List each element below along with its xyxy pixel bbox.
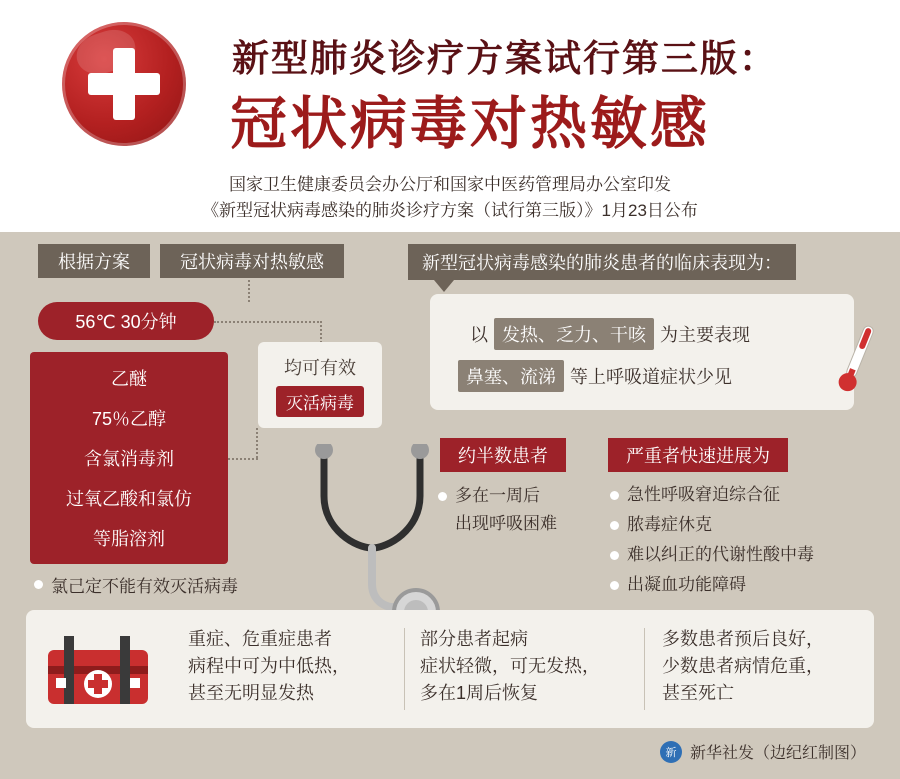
connector-agents bbox=[228, 458, 258, 460]
list-item bbox=[610, 480, 814, 510]
list-item bbox=[610, 540, 814, 570]
bottom-column-prognosis bbox=[662, 626, 824, 707]
list-item bbox=[610, 570, 814, 600]
divider bbox=[404, 628, 405, 710]
bottom-col3-line3: 甚至死亡 bbox=[662, 683, 734, 703]
disinfectant-list bbox=[30, 352, 228, 564]
inactivate-virus-label: 灭活病毒 bbox=[276, 386, 364, 417]
credit-text: 新华社发（边纪红制图） bbox=[690, 745, 867, 762]
agent-item: 含氯消毒剂 bbox=[84, 449, 174, 469]
subtitle-line2: 《新型冠状病毒感染的肺炎诊疗方案（试行第三版）》1月23日公布 bbox=[202, 201, 698, 220]
severe-item-label: 急性呼吸窘迫综合征 bbox=[627, 485, 780, 504]
bottom-col2-line2: 症状轻微，可无发热， bbox=[420, 656, 600, 676]
clinical-row-primary bbox=[470, 318, 750, 350]
half-item-line2: 出现呼吸困难 bbox=[455, 514, 557, 533]
content-panel bbox=[0, 232, 900, 779]
clinical-row1-pre: 以 bbox=[470, 325, 488, 345]
first-aid-kit-icon bbox=[46, 632, 150, 708]
connector-temp bbox=[214, 321, 322, 323]
effective-inactivation-box bbox=[258, 342, 382, 428]
effective-label: 均可有效 bbox=[284, 357, 356, 378]
half-item-line1: 多在一周后 bbox=[455, 486, 540, 505]
bottom-col1-line3: 甚至无明显发热 bbox=[188, 683, 314, 703]
tag-severe-progression: 严重者快速进展为 bbox=[608, 438, 788, 472]
bullet-dot-icon bbox=[34, 580, 43, 589]
clinical-row-secondary bbox=[452, 360, 732, 392]
bottom-col1-line1: 重症、危重症患者 bbox=[188, 629, 332, 649]
bottom-col1-line2: 病程中可为中低热， bbox=[188, 656, 350, 676]
header bbox=[0, 0, 900, 232]
page-title-line1: 新型肺炎诊疗方案试行第三版： bbox=[232, 38, 778, 79]
list-item bbox=[610, 510, 814, 540]
clinical-card bbox=[430, 294, 854, 410]
xinhua-logo-icon: 新 bbox=[660, 741, 682, 763]
agent-item: 过氧乙酸和氯仿 bbox=[66, 489, 192, 509]
red-cross-icon bbox=[62, 22, 186, 146]
credit bbox=[660, 740, 866, 763]
divider bbox=[644, 628, 645, 710]
agent-item: 乙醚 bbox=[111, 369, 147, 389]
bottom-col3-line2: 少数患者病情危重， bbox=[662, 656, 824, 676]
note-chlorhexidine-text: 氯己定不能有效灭活病毒 bbox=[51, 577, 238, 596]
bottom-col3-line1: 多数患者预后良好， bbox=[662, 629, 824, 649]
severe-list bbox=[610, 480, 814, 600]
clinical-row2-highlight: 鼻塞、流涕 bbox=[458, 360, 564, 392]
page-title-line2: 冠状病毒对热敏感 bbox=[230, 92, 710, 156]
agent-item: 等脂溶剂 bbox=[93, 529, 165, 549]
clinical-row2-post: 等上呼吸道症状少见 bbox=[570, 367, 732, 387]
bullet-dot-icon bbox=[610, 491, 619, 500]
severe-item-label: 脓毒症休克 bbox=[627, 515, 712, 534]
bottom-column-severe bbox=[188, 626, 350, 707]
clinical-row1-highlight: 发热、乏力、干咳 bbox=[494, 318, 654, 350]
bullet-dot-icon bbox=[610, 551, 619, 560]
tag-basis: 根据方案 bbox=[38, 244, 150, 278]
bullet-dot-icon bbox=[610, 581, 619, 590]
connector-agents-vertical bbox=[256, 428, 258, 458]
severe-item-label: 难以纠正的代谢性酸中毒 bbox=[627, 545, 814, 564]
pill-temperature: 56℃ 30分钟 bbox=[38, 302, 214, 340]
agent-item: 75％乙醇 bbox=[91, 409, 167, 429]
tag-half-patients: 约半数患者 bbox=[440, 438, 566, 472]
tag-heat-sensitive: 冠状病毒对热敏感 bbox=[160, 244, 344, 278]
subtitle-line1: 国家卫生健康委员会办公厅和国家中医药管理局办公室印发 bbox=[229, 175, 671, 194]
bottom-col2-line1: 部分患者起病 bbox=[420, 629, 528, 649]
clinical-row1-post: 为主要表现 bbox=[660, 325, 750, 345]
bottom-column-mild bbox=[420, 626, 600, 707]
bullet-dot-icon bbox=[610, 521, 619, 530]
note-chlorhexidine bbox=[34, 572, 238, 597]
tag-clinical-presentation: 新型冠状病毒感染的肺炎患者的临床表现为： bbox=[408, 244, 796, 280]
connector-temp-vertical bbox=[320, 321, 322, 343]
severe-item-label: 出凝血功能障碍 bbox=[627, 575, 746, 594]
bottom-col2-line3: 多在1周后恢复 bbox=[420, 683, 539, 703]
